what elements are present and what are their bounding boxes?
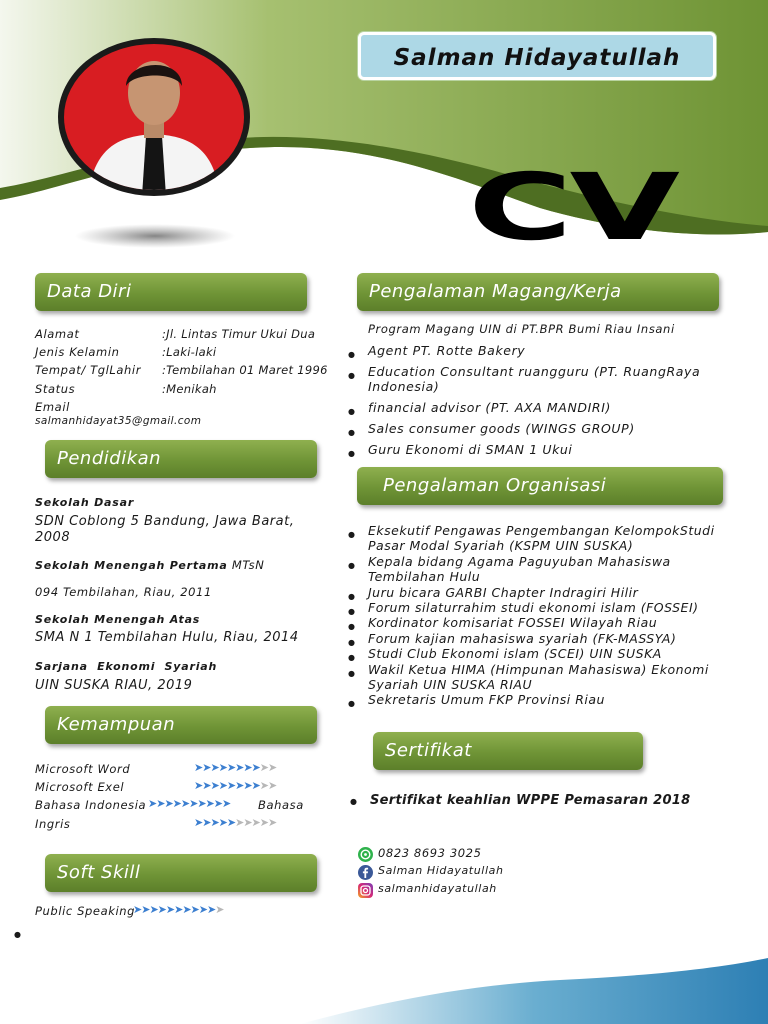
section-header-pengalaman-organisasi: Pengalaman Organisasi — [357, 467, 723, 505]
cv-title: CV — [468, 154, 677, 261]
rating-arrow-filled-icon: ➤ — [164, 797, 173, 810]
instagram-handle[interactable]: salmanhidayatullah — [378, 882, 497, 895]
work-item: ● Sales consumer goods (WINGS GROUP) — [368, 421, 708, 436]
section-header-sertifikat: Sertifikat — [373, 732, 643, 770]
work-item: ● financial advisor (PT. AXA MANDIRI) — [368, 400, 708, 415]
edu-value: SDN Coblong 5 Bandung, Jawa Barat, 2008 — [35, 514, 295, 545]
profile-photo — [58, 38, 250, 196]
organization-list — [368, 523, 720, 708]
organization-item: ● Studi Club Ekonomi islam (SCEI) UIN SUSKA — [368, 646, 720, 661]
stray-bullet-icon: ● — [14, 930, 21, 939]
skill-label: Microsoft Exel — [35, 780, 125, 794]
skill-label: Ingris — [35, 817, 71, 831]
rating-arrow-filled-icon: ➤ — [221, 797, 231, 810]
rating-arrow-filled-icon: ➤ — [148, 797, 157, 810]
data-diri-label: Email — [35, 400, 70, 414]
organization-item: ● Eksekutif Pengawas Pengembangan KelompokStudi Pasar Modal Syariah (KSPM UIN SUSKA) — [368, 523, 720, 554]
rating-arrow-empty-icon: ➤ — [267, 816, 277, 829]
rating-arrow-filled-icon: ➤ — [251, 779, 260, 792]
rating-arrow-filled-icon: ➤ — [206, 903, 216, 916]
section-header-pendidikan: Pendidikan — [45, 440, 317, 478]
rating-arrow-filled-icon: ➤ — [190, 903, 199, 916]
rating-arrow-filled-icon: ➤ — [182, 903, 191, 916]
instagram-icon — [358, 883, 373, 898]
organization-item: ● Kepala bidang Agama Paguyuban Mahasiswa Tembilahan Hulu — [368, 554, 720, 585]
rating-arrow-filled-icon: ➤ — [213, 797, 222, 810]
section-header-data-diri: Data Diri — [35, 273, 307, 311]
rating-arrow-filled-icon: ➤ — [202, 816, 211, 829]
facebook-icon — [358, 865, 373, 880]
rating-arrow-filled-icon: ➤ — [226, 761, 236, 774]
rating-arrow-empty-icon: ➤ — [235, 816, 244, 829]
rating-arrow-filled-icon: ➤ — [194, 816, 203, 829]
rating-arrow-filled-icon: ➤ — [194, 761, 203, 774]
work-list — [368, 343, 708, 463]
certificate-item: ● Sertifikat keahlian WPPE Pemasaran 2018 — [370, 793, 730, 808]
edu-value: UIN SUSKA RIAU, 2019 — [35, 678, 193, 693]
rating-arrow-filled-icon: ➤ — [218, 761, 227, 774]
organization-item: ● Juru bicara GARBI Chapter Indragiri Hilir — [368, 585, 720, 600]
rating-arrow-filled-icon: ➤ — [202, 779, 211, 792]
rating-arrow-filled-icon: ➤ — [210, 761, 219, 774]
data-diri-value: :Jl. Lintas Timur Ukui Dua — [162, 327, 316, 341]
certificate-list — [370, 793, 730, 808]
data-diri-value: :Tembilahan 01 Maret 1996 — [162, 363, 328, 377]
data-diri-label: Tempat/ TglLahir — [35, 363, 142, 377]
rating-arrow-filled-icon: ➤ — [189, 797, 198, 810]
organization-item: ● Forum kajian mahasiswa syariah (FK-MASSYA) — [368, 631, 720, 646]
section-header-pengalaman-kerja: Pengalaman Magang/Kerja — [357, 273, 719, 311]
portrait-image — [58, 38, 250, 196]
skill-label: Bahasa Indonesia — [35, 798, 147, 812]
rating-arrow-filled-icon: ➤ — [172, 797, 181, 810]
rating-arrow-empty-icon: ➤ — [251, 816, 260, 829]
soft-skill-label: Public Speaking — [35, 904, 136, 918]
rating-arrow-filled-icon: ➤ — [210, 816, 219, 829]
rating-arrow-filled-icon: ➤ — [235, 779, 244, 792]
edu-label: Sekolah Menengah Pertama — [35, 559, 228, 572]
section-header-kemampuan: Kemampuan — [45, 706, 317, 744]
whatsapp-icon — [358, 847, 373, 862]
data-diri-label: Status — [35, 382, 76, 396]
work-intro: Program Magang UIN di PT.BPR Bumi Riau Insani — [368, 322, 675, 336]
rating-arrow-empty-icon: ➤ — [215, 903, 224, 916]
rating-arrow-filled-icon: ➤ — [156, 797, 165, 810]
section-header-soft-skill: Soft Skill — [45, 854, 317, 892]
edu-value: SMA N 1 Tembilahan Hulu, Riau, 2014 — [35, 630, 299, 645]
rating-arrow-filled-icon: ➤ — [149, 903, 158, 916]
rating-arrow-filled-icon: ➤ — [226, 779, 236, 792]
name-title: Salman Hidayatullah — [358, 32, 716, 80]
rating-arrow-empty-icon: ➤ — [259, 761, 268, 774]
skill-rating — [148, 797, 230, 810]
rating-arrow-filled-icon: ➤ — [226, 816, 236, 829]
edu-label: Sekolah Dasar — [35, 496, 135, 509]
phone-number[interactable]: 0823 8693 3025 — [378, 846, 482, 860]
organization-item: ● Kordinator komisariat FOSSEI Wilayah Riau — [368, 615, 720, 630]
rating-arrow-filled-icon: ➤ — [243, 761, 252, 774]
rating-arrow-filled-icon: ➤ — [174, 903, 183, 916]
rating-arrow-filled-icon: ➤ — [218, 816, 227, 829]
skill-rating — [194, 816, 276, 829]
rating-arrow-empty-icon: ➤ — [259, 816, 268, 829]
edu-label: Sekolah Menengah Atas — [35, 613, 201, 626]
rating-arrow-empty-icon: ➤ — [243, 816, 252, 829]
skill-rating — [194, 779, 276, 792]
skill-suffix: Bahasa — [258, 798, 304, 812]
data-diri-value: :Menikah — [162, 382, 217, 396]
data-diri-label: Alamat — [35, 327, 80, 341]
rating-arrow-empty-icon: ➤ — [267, 779, 277, 792]
rating-arrow-filled-icon: ➤ — [180, 797, 190, 810]
work-item: ● Agent PT. Rotte Bakery — [368, 343, 708, 358]
rating-arrow-filled-icon: ➤ — [133, 903, 142, 916]
rating-arrow-filled-icon: ➤ — [218, 779, 227, 792]
edu-label-smp — [35, 558, 264, 572]
organization-item: ● Sekretaris Umum FKP Provinsi Riau — [368, 692, 720, 707]
skill-rating — [194, 761, 276, 774]
rating-arrow-filled-icon: ➤ — [202, 761, 211, 774]
soft-skill-rating — [133, 903, 223, 916]
rating-arrow-filled-icon: ➤ — [157, 903, 166, 916]
data-diri-label: Jenis Kelamin — [35, 345, 120, 359]
work-item: ● Guru Ekonomi di SMAN 1 Ukui — [368, 442, 708, 457]
facebook-name[interactable]: Salman Hidayatullah — [378, 864, 504, 877]
rating-arrow-filled-icon: ➤ — [205, 797, 214, 810]
rating-arrow-filled-icon: ➤ — [165, 903, 175, 916]
rating-arrow-filled-icon: ➤ — [235, 761, 244, 774]
rating-arrow-empty-icon: ➤ — [267, 761, 277, 774]
email-value[interactable]: salmanhidayat35@gmail.com — [35, 415, 202, 427]
rating-arrow-filled-icon: ➤ — [194, 779, 203, 792]
edu-inline: MTsN — [231, 558, 265, 572]
rating-arrow-filled-icon: ➤ — [251, 761, 260, 774]
skill-label: Microsoft Word — [35, 762, 131, 776]
rating-arrow-filled-icon: ➤ — [141, 903, 150, 916]
rating-arrow-empty-icon: ➤ — [259, 779, 268, 792]
work-item: ● Education Consultant ruangguru (PT. RuangRaya Indonesia) — [368, 364, 708, 394]
edu-label: Sarjana Ekonomi Syariah — [35, 660, 218, 673]
edu-value: 094 Tembilahan, Riau, 2011 — [35, 585, 212, 599]
organization-item: ● Forum silaturrahim studi ekonomi islam (FOSSEI) — [368, 600, 720, 615]
rating-arrow-filled-icon: ➤ — [197, 797, 206, 810]
data-diri-value: :Laki-laki — [162, 345, 217, 359]
rating-arrow-filled-icon: ➤ — [198, 903, 207, 916]
rating-arrow-filled-icon: ➤ — [210, 779, 219, 792]
rating-arrow-filled-icon: ➤ — [243, 779, 252, 792]
organization-item: ● Wakil Ketua HIMA (Himpunan Mahasiswa) Ekonomi Syariah UIN SUSKA RIAU — [368, 662, 720, 693]
